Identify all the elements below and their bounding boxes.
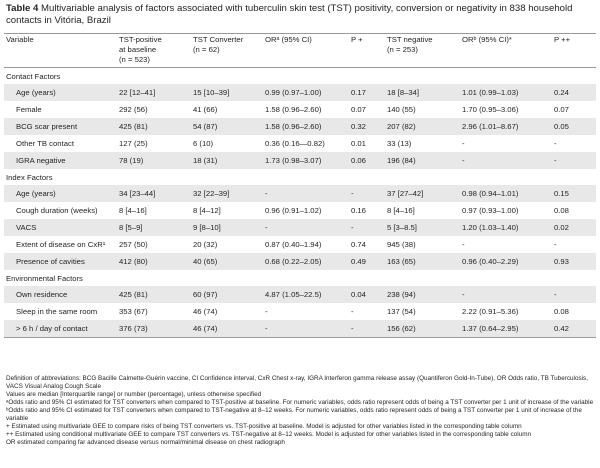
cell-variable: Cough duration (weeks) [16,206,98,215]
cell-or-a-95ci: 0.68 (0.22–2.05) [263,253,349,270]
cell-tst-positive-baseline: 425 (81) [117,286,191,303]
header-line: TST Converter [193,35,244,44]
footnote: Values are median [Interquartile range] or number (percentage), unless otherwise specified [6,391,262,399]
cell-variable: > 6 h / day of contact [4,320,117,338]
column-header-p-plus-plus [552,34,596,68]
cell-tst-converter: 41 (66) [193,105,218,114]
section-label: Index Factors [6,172,53,182]
cell-tst-converter: 32 [22–39] [191,185,263,202]
cell-p-plus-plus: - [552,152,596,169]
section-label: Contact Factors [6,71,61,81]
header-line: ORᵃ (95% CI) [265,35,312,44]
cell-tst-converter: 18 (31) [191,152,263,169]
cell-tst-positive-baseline: 8 [5–9] [117,219,191,236]
section-label: Environmental Factors [6,273,83,283]
cell-or-b-95ci: 1.20 (1.03–1.40) [460,219,552,236]
cell-tst-positive-baseline: 78 (19) [117,152,191,169]
cell-p-plus: - [349,219,385,236]
header-line: P ++ [554,35,571,44]
cell-or-a-95ci: 1.58 (0.96–2.60) [265,105,322,114]
cell-or-b-95ci: - [460,152,552,169]
cell-tst-converter: 60 (97) [191,286,263,303]
cell-variable: VACS [4,219,117,236]
cell-p-plus: 0.04 [349,286,385,303]
cell-or-b-95ci: 2.96 (1.01–8.67) [460,118,552,135]
cell-tst-converter: 40 (65) [191,253,263,270]
cell-tst-positive-baseline: 8 [4–16] [119,206,147,215]
table-row [4,286,596,303]
cell-tst-positive-baseline: 425 (81) [117,118,191,135]
cell-or-b-95ci: 0.97 (0.93–1.00) [462,206,519,215]
cell-tst-negative: 37 [27–42] [385,185,460,202]
header-line: (n = 523) [119,55,150,64]
cell-variable: Age (years) [4,84,117,101]
cell-tst-converter: 46 (74) [193,307,218,316]
table-caption [6,3,594,27]
cell-variable: Sleep in the same room [16,307,98,316]
cell-variable: Presence of cavities [4,253,117,270]
table-row [4,118,596,135]
table-row [4,253,596,270]
table-row [4,219,596,236]
cell-tst-converter: 8 [4–12] [193,206,221,215]
results-table [4,33,596,338]
cell-tst-positive-baseline: 292 (56) [119,105,148,114]
table-row [4,101,596,118]
cell-or-b-95ci: - [460,286,552,303]
header-line: (n = 253) [387,45,418,54]
header-line: TST-positive [119,35,162,44]
cell-p-plus-plus: - [554,139,557,148]
cell-variable: Own residence [4,286,117,303]
cell-variable: Female [16,105,42,114]
cell-p-plus-plus: 0.02 [552,219,596,236]
header-row [4,34,596,68]
cell-p-plus-plus: 0.05 [552,118,596,135]
cell-or-b-95ci: 1.01 (0.99–1.03) [460,84,552,101]
cell-tst-positive-baseline: 412 (80) [117,253,191,270]
cell-p-plus: 0.06 [349,152,385,169]
cell-p-plus: - [349,320,385,338]
cell-p-plus: 0.17 [349,84,385,101]
cell-tst-converter: 15 [10–39] [191,84,263,101]
cell-tst-positive-baseline: 127 (25) [119,139,148,148]
cell-or-a-95ci: 0.36 (0.16—0.82) [265,139,325,148]
cell-p-plus-plus: 0.24 [552,84,596,101]
cell-tst-negative: 8 [4–16] [387,206,415,215]
header-line: Variable [6,35,34,44]
cell-tst-negative: 137 (54) [387,307,416,316]
cell-variable: IGRA negative [4,152,117,169]
cell-tst-converter: 46 (74) [191,320,263,338]
table-number: Table 4 [6,3,39,14]
cell-tst-negative: 33 (13) [387,139,412,148]
cell-p-plus-plus: - [554,240,557,249]
cell-or-a-95ci: 1.73 (0.98–3.07) [263,152,349,169]
column-header-p-plus [349,34,385,68]
footnote: OR estimated comparing far advanced disease versus normal/minimal disease on chest radiograph [6,439,285,447]
cell-p-plus: 0.32 [349,118,385,135]
cell-p-plus: - [349,185,385,202]
cell-tst-negative: 207 (82) [385,118,460,135]
header-line: P + [351,35,363,44]
cell-variable: Extent of disease on CxR¹ [16,240,106,249]
table-body [4,68,596,338]
cell-or-a-95ci: 4.87 (1.05–22.5) [263,286,349,303]
cell-or-b-95ci: - [462,240,465,249]
header-line: ORᵇ (95% CI)* [462,35,512,44]
footnote: ᵃOdds ratio and 95% CI estimated for TST converters when compared to TST-positive at baseline. For numeric variables, odds ratio represent odds of being a TST converter per 1 unit of increase of the variable [6,399,594,407]
table-row [4,320,596,338]
cell-or-a-95ci: 0.96 (0.91–1.02) [265,206,322,215]
cell-p-plus: 0.16 [351,206,366,215]
cell-tst-positive-baseline: 22 [12–41] [117,84,191,101]
table-row [4,185,596,202]
cell-or-a-95ci: - [263,185,349,202]
cell-tst-negative: 163 (65) [385,253,460,270]
cell-p-plus: 0.74 [351,240,366,249]
cell-tst-negative: 140 (55) [387,105,416,114]
cell-or-a-95ci: - [265,307,268,316]
cell-p-plus: - [351,307,354,316]
cell-variable: Other TB contact [16,139,74,148]
cell-or-b-95ci: 0.98 (0.94–1.01) [460,185,552,202]
cell-p-plus-plus: 0.42 [552,320,596,338]
column-header-tst-positive-baseline [117,34,191,68]
footnote: ᵇOdds ratio and 95% CI estimated for TST converters when compared to TST-negative at 8–12 weeks. For numeric variables, odds ratio represent odds of being a TST converter per 1 unit of increase of the variable [6,407,582,423]
cell-or-a-95ci: 1.58 (0.96–2.60) [263,118,349,135]
cell-tst-positive-baseline: 257 (50) [119,240,148,249]
cell-tst-negative: 18 [8–34] [385,84,460,101]
column-header-tst-negative [385,34,460,68]
header-line: at baseline [119,45,157,54]
cell-tst-positive-baseline: 376 (73) [117,320,191,338]
cell-or-a-95ci: - [263,219,349,236]
header-line: (n = 62) [193,45,220,54]
cell-variable: BCG scar present [4,118,117,135]
cell-tst-converter: 6 (10) [193,139,214,148]
column-header-or-b-95ci [460,34,552,68]
cell-p-plus-plus: 0.15 [552,185,596,202]
cell-or-b-95ci: 2.22 (0.91–5.36) [462,307,519,316]
cell-or-b-95ci: 0.96 (0.40–2.29) [460,253,552,270]
cell-or-b-95ci: 1.37 (0.64–2.95) [460,320,552,338]
cell-tst-negative: 238 (94) [385,286,460,303]
cell-or-a-95ci: - [263,320,349,338]
table-row [4,152,596,169]
column-header-or-a-95ci [263,34,349,68]
table-row [4,236,596,253]
table-row [4,84,596,101]
footnote: Definition of abbreviations: BCG Bacille Calmette-Guérin vaccine, CI Confidence interval, CxR Chest x-ray, IGRA Interferon gamma release assay (Quantiferon Gold-In-Tube), OR Odds ratio, TB Tuberculosis, VACS Visual Analog Cough Scale [6,375,588,391]
table-row [4,135,596,152]
cell-or-b-95ci: - [462,139,465,148]
cell-tst-negative: 945 (38) [387,240,416,249]
table-header [4,34,596,68]
column-header-tst-converter [191,34,263,68]
cell-tst-negative: 5 [3–8.5] [385,219,460,236]
column-header-variable [4,34,117,68]
table-row [4,202,596,219]
section-row [4,270,596,286]
footnotes [6,375,594,447]
cell-p-plus-plus: 0.08 [554,206,569,215]
cell-tst-negative: 196 (84) [385,152,460,169]
cell-p-plus-plus: 0.08 [554,307,569,316]
cell-tst-positive-baseline: 353 (67) [119,307,148,316]
cell-p-plus-plus: 0.07 [554,105,569,114]
footnote: + Estimated using multivariate GEE to compare risks of being TST converters vs. TST-positive at baseline. Model is adjusted for other variables listed in the corresponding table column [6,423,522,431]
footnote: ++ Estimated using conditional multivariate GEE to compare TST converters vs. TST-negative at 8–12 weeks. Model is adjusted for other variables listed in the corresponding table column [6,431,532,439]
cell-p-plus: 0.01 [351,139,366,148]
cell-variable: Age (years) [4,185,117,202]
cell-or-a-95ci: 0.99 (0.97–1.00) [263,84,349,101]
header-line: TST negative [387,35,433,44]
cell-p-plus-plus: - [552,286,596,303]
cell-or-b-95ci: 1.70 (0.95–3.06) [462,105,519,114]
cell-tst-converter: 9 [8–10] [191,219,263,236]
cell-tst-positive-baseline: 34 [23–44] [117,185,191,202]
table-row [4,303,596,320]
table-title: Multivariable analysis of factors associated with tuberculin skin test (TST) positivity, conversion or negativity in 838 household contacts in Vitória, Brazil [6,3,573,26]
cell-p-plus-plus: 0.93 [552,253,596,270]
cell-p-plus: 0.07 [351,105,366,114]
cell-tst-converter: 20 (32) [193,240,218,249]
cell-or-a-95ci: 0.87 (0.40–1.94) [265,240,322,249]
cell-p-plus: 0.49 [349,253,385,270]
cell-tst-converter: 54 (87) [191,118,263,135]
section-row [4,68,596,85]
cell-tst-negative: 156 (62) [385,320,460,338]
section-row [4,169,596,185]
